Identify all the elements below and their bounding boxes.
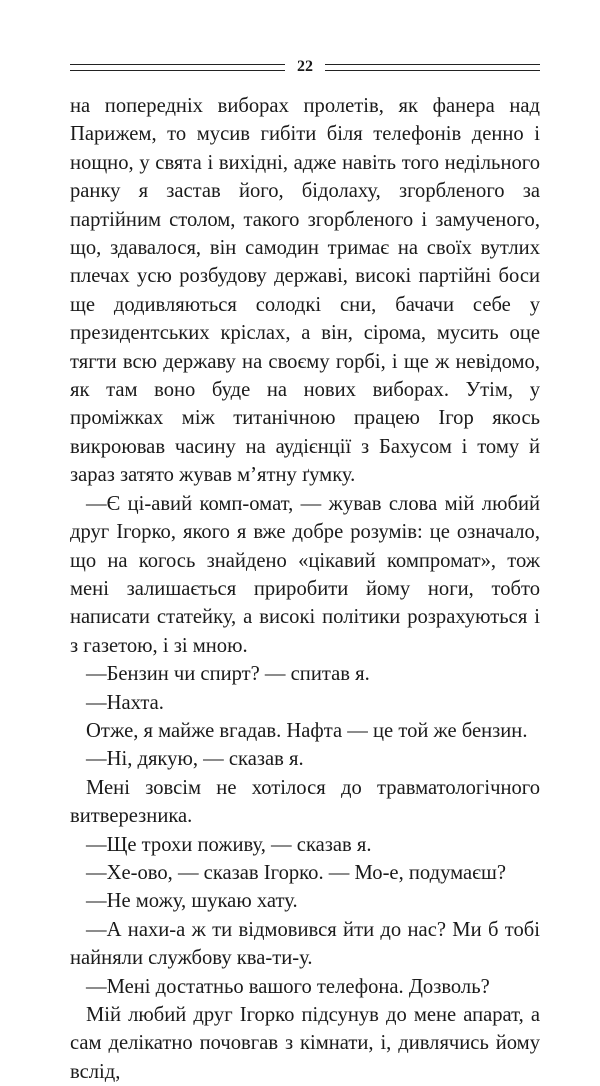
paragraph: —Ні, дякую, — сказав я.	[86, 748, 304, 771]
paragraph: —Є ці-авий комп-омат, — жував слова мій любий друг Ігорко, якого я вже добре розумів: це означало, що на когось знайдено «цікавий компромат», тож мені залишається приробити йому ноги, тобто написати статейку, а високі політики розрахуються і з газетою, і зі мною.	[70, 492, 540, 657]
page-number: 22	[297, 58, 313, 75]
paragraph: Отже, я майже вгадав. Нафта — це той же бензин.	[86, 719, 528, 742]
paragraph: —Не можу, шукаю хату.	[86, 890, 298, 913]
header-rule-left	[70, 64, 285, 71]
paragraph: Мій любий друг Ігорко підсунув до мене апарат, а сам делікатно почовгав з кімнати, і, дивлячись йому вслід,	[70, 1004, 540, 1083]
paragraph: —Нахта.	[86, 691, 164, 714]
page-header	[70, 57, 540, 77]
header-rule-right	[325, 64, 540, 71]
paragraph: Мені зовсім не хотілося до травматологічного витверезника.	[70, 776, 540, 828]
paragraph: —Ще трохи поживу, — сказав я.	[86, 833, 372, 856]
paragraph: на попередніх виборах пролетів, як фанера над Парижем, то мусив гибіти біля телефонів денно і нощно, у свята і вихідні, адже навіть того недільного ранку я застав його, бідолаху, згорбленого за партійним столом, такого згорбленого і замученого, що, здавалося, він самодин тримає на своїх вутлих плечах усю розбудову державі, високі партійні боси ще додивляються солодкі сни, бачачи себе у президентських кріслах, а він, сірома, мусить оце тягти всю державу на своєму горбі, і ще ж невідомо, як там воно буде на нових виборах. Утім, у проміжках між титанічною працею Ігор якось викроював часину на аудієнції з Бахусом і тому й зараз затято жував м’ятну ґумку.	[70, 95, 540, 487]
paragraph: —Хе-ово, — сказав Ігорко. — Мо-е, подумаєш?	[86, 861, 506, 884]
paragraph: —Мені достатньо вашого телефона. Дозволь?	[86, 975, 490, 998]
paragraph: —Бензин чи спирт? — спитав я.	[86, 663, 370, 686]
paragraph: —А нахи-а ж ти відмовився йти до нас? Ми б тобі найняли службову ква-ти-у.	[70, 918, 540, 970]
